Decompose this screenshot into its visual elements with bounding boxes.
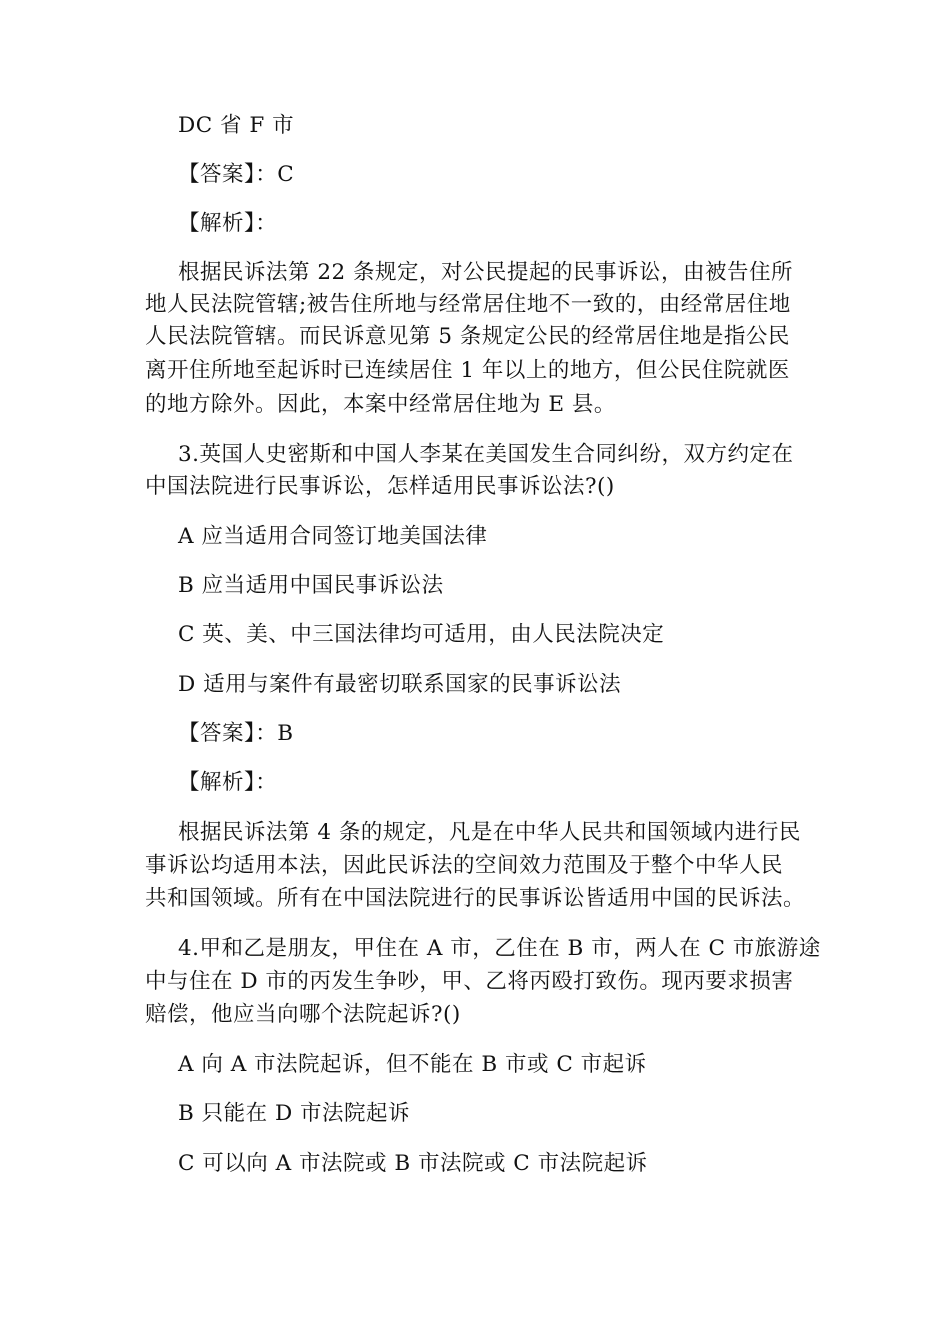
option-d-previous: DC 省 F 市	[178, 113, 295, 138]
answer-label-q2: 【答案】：C	[178, 162, 295, 187]
analysis-label-q3: 【解析】：	[178, 770, 278, 795]
question-4-option-a: A 向 A 市法院起诉，但不能在 B 市或 C 市起诉	[178, 1052, 647, 1077]
analysis-label-q2: 【解析】：	[178, 211, 278, 236]
question-3-line2: 中国法院进行民事诉讼，怎样适用民事诉讼法?()	[145, 474, 615, 499]
question-3-option-c: C 英、美、中三国法律均可适用，由人民法院决定	[178, 622, 665, 647]
answer-label-q3: 【答案】：B	[178, 721, 294, 746]
question-4-line1: 4.甲和乙是朋友，甲住在 A 市，乙住在 B 市，两人在 C 市旅游途	[178, 936, 821, 961]
question-4-line2: 中与住在 D 市的丙发生争吵，甲、乙将丙殴打致伤。现丙要求损害	[145, 969, 794, 994]
question-3-option-d: D 适用与案件有最密切联系国家的民事诉讼法	[178, 672, 622, 697]
analysis-text-q3-line1: 根据民诉法第 4 条的规定，凡是在中华人民共和国领域内进行民	[178, 820, 801, 845]
analysis-text-q2-line4: 离开住所地至起诉时已连续居住 1 年以上的地方，但公民住院就医	[145, 358, 790, 383]
analysis-text-q3-line2: 事诉讼均适用本法，因此民诉法的空间效力范围及于整个中华人民	[145, 853, 784, 878]
analysis-text-q3-line3: 共和国领域。所有在中国法院进行的民事诉讼皆适用中国的民诉法。	[145, 886, 806, 911]
question-4-option-b: B 只能在 D 市法院起诉	[178, 1101, 411, 1126]
question-4-option-c: C 可以向 A 市法院或 B 市法院或 C 市法院起诉	[178, 1151, 648, 1176]
analysis-text-q2-line2: 地人民法院管辖;被告住所地与经常居住地不一致的，由经常居住地	[145, 292, 791, 317]
question-4-line3: 赔偿，他应当向哪个法院起诉?()	[145, 1002, 461, 1027]
question-3-line1: 3.英国人史密斯和中国人李某在美国发生合同纠纷，双方约定在	[178, 442, 794, 467]
question-3-option-a: A 应当适用合同签订地美国法律	[178, 524, 488, 549]
analysis-text-q2-line1: 根据民诉法第 22 条规定，对公民提起的民事诉讼，由被告住所	[178, 260, 794, 285]
question-3-option-b: B 应当适用中国民事诉讼法	[178, 573, 444, 598]
analysis-text-q2-line3: 人民法院管辖。而民诉意见第 5 条规定公民的经常居住地是指公民	[145, 324, 790, 349]
analysis-text-q2-line5: 的地方除外。因此，本案中经常居住地为 E 县。	[145, 392, 616, 417]
